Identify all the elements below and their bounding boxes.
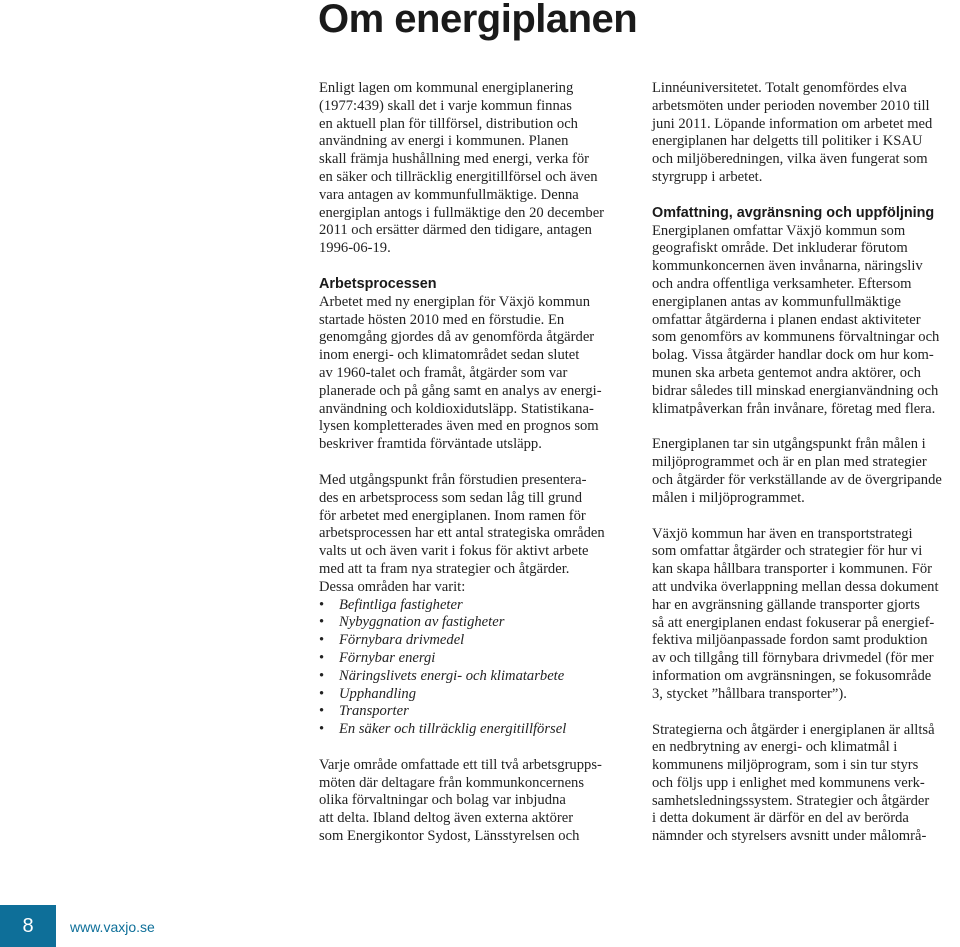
intro-paragraph: Enligt lagen om kommunal energiplanering (1977:439) skall det i varje kommun finnas en aktuell plan för tillförsel, distribution och användning av energi i kommunen. Planen skall främja hushållning med energi, verka för en säker och tillräcklig energitillförsel och även vara antagen av kommunfullmäktige. Denna energiplan antogs i fullmäktige den 20 december 2011 och ersätter därmed den tidigare, antagen 1996-06-19. <box>319 80 605 257</box>
omfattning-paragraph-1: Energiplanen omfattar Växjö kommun som geografiskt område. Det inkluderar förutom kommunkoncernen även invånarna, näringsliv och andra offentliga verksamheter. Eftersom energiplanen antas av kommunfullmäktige omfattar åtgärderna i planen endast aktiviteter som genomförs av kommunens förvaltningar och bolag. Vissa åtgärder handlar dock om hur kom- munen ska arbeta gentemot andra aktörer, och bidrar således till minskad energianvändning och klimatpåverkan från invånare, företag med flera. <box>652 222 940 417</box>
page-number-box <box>0 905 56 947</box>
omfattning-paragraph-4: Strategierna och åtgärder i energiplanen är alltså en nedbrytning av energi- och klimatmål i kommunens miljöprogram, som i sin tur styrs och följs upp i enlighet med kommunens verk- samhetsledningssystem. Strategier och åtgärder i detta dokument är därför en del av berörda nämnder och styrelsers avsnitt under målområ- <box>652 721 935 845</box>
page-footer <box>0 897 960 947</box>
left-column <box>319 80 635 846</box>
list-item: • Befintliga fastigheter <box>319 597 635 615</box>
arbetsprocessen-paragraph-3: Varje område omfattade ett till två arbetsgrupps- möten där deltagare från kommunkoncernens olika förvaltningar och bolag var inbjudna att delta. Ibland deltog även externa aktörer som Energikontor Sydost, Länsstyrelsen och <box>319 756 602 845</box>
right-column <box>652 80 960 846</box>
omfattning-paragraph-3: Växjö kommun har även en transportstrategi som omfattar åtgärder och strategier för hur vi kan skapa hållbara transporter i kommunen. För att undvika överlappning mellan dessa dokument har en avgränsning gällande transporter gjorts så att energiplanen endast fokuserar på energief- fektiva miljöanpassade fordon samt produktion av och tillgång till förnybara drivmedel (för mer information om avgränsningen, se fokusområde 3, stycket ”hållbara transporter”). <box>652 525 939 702</box>
list-item: • Näringslivets energi- och klimatarbete <box>319 668 635 686</box>
page-title: Om energiplanen <box>318 0 638 41</box>
list-item: • En säker och tillräcklig energitillförsel <box>319 721 635 739</box>
heading-arbetsprocessen: Arbetsprocessen <box>319 275 437 292</box>
list-item: • Upphandling <box>319 686 635 704</box>
heading-omfattning: Omfattning, avgränsning och uppföljning <box>652 204 935 221</box>
list-item: • Förnybara drivmedel <box>319 632 635 650</box>
strategic-areas-list <box>319 597 635 739</box>
continued-paragraph: Linnéuniversitetet. Totalt genomfördes elva arbetsmöten under perioden november 2010 till juni 2011. Löpande information om arbetet med energiplanen har delgetts till politiker i KSAU och miljöberedningen, vilka även fungerat som styrgrupp i arbetet. <box>652 80 933 185</box>
list-item: • Förnybar energi <box>319 650 635 668</box>
page-number: 8 <box>22 915 34 937</box>
arbetsprocessen-paragraph-2: Med utgångspunkt från förstudien presentera- des en arbetsprocess som sedan låg till grund för arbetet med energiplanen. Inom ramen för arbetsprocessen har ett antal strategiska områden valts ut och även varit i fokus för aktivt arbete med att ta fram nya strategier och åtgärder. Dessa områden har varit: <box>319 471 605 595</box>
website-link[interactable]: www.vaxjo.se <box>70 919 155 935</box>
arbetsprocessen-paragraph-1: Arbetet med ny energiplan för Växjö kommun startade hösten 2010 med en förstudie. En genomgång gjordes då av genomförda åtgärder inom energi- och klimatområdet sedan slutet av 1960-talet och framåt, åtgärder som var planerade och på gång samt en analys av energi- användning och koldioxidutsläpp. Statistikana- lysen kompletterades även med en prognos som beskriver framtida förväntade utsläpp. <box>319 293 602 453</box>
list-item: • Transporter <box>319 703 635 721</box>
list-item: • Nybyggnation av fastigheter <box>319 614 635 632</box>
omfattning-paragraph-2: Energiplanen tar sin utgångspunkt från målen i miljöprogrammet och är en plan med strategier och åtgärder för verkställande av de övergripande målen i miljöprogrammet. <box>652 436 942 506</box>
